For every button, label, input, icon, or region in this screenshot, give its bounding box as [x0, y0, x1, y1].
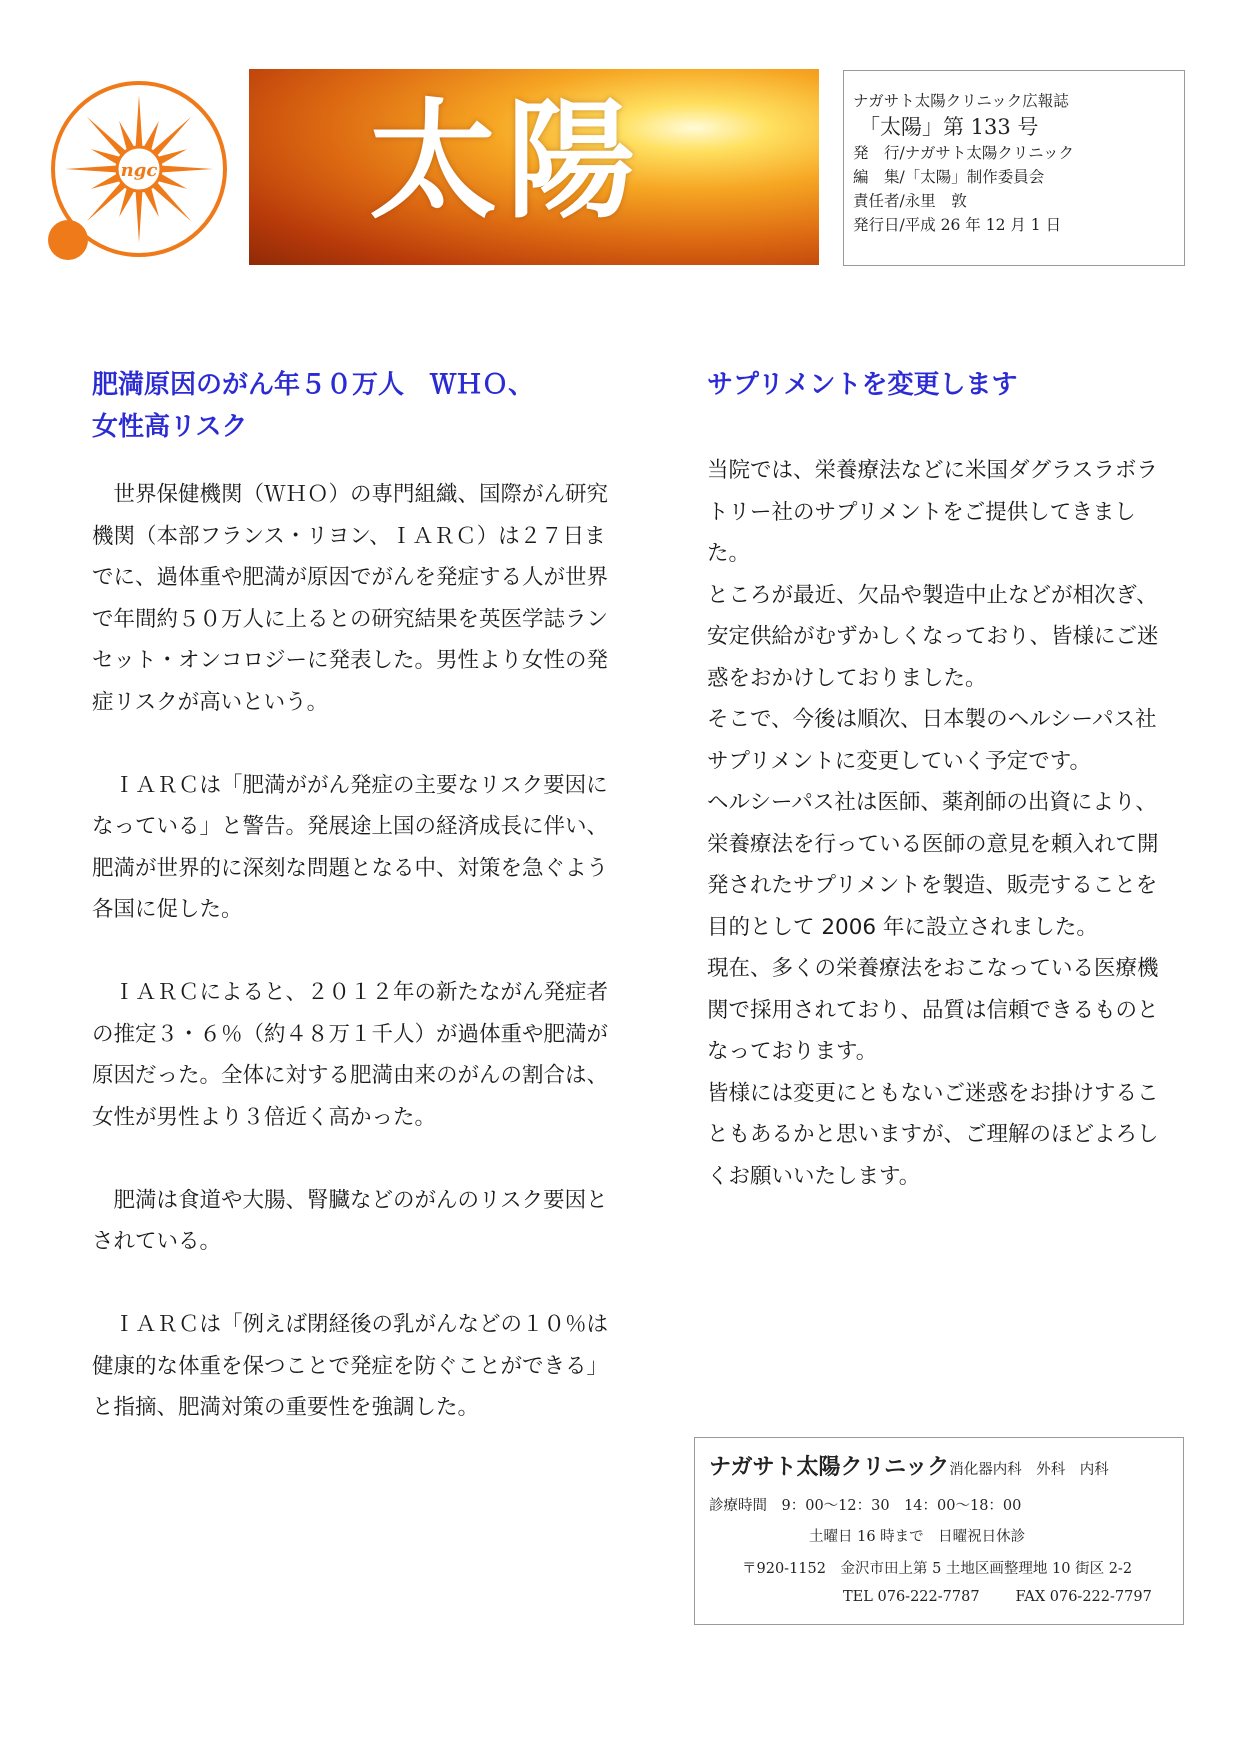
clinic-hours: 診療時間 9：00～12：30 14：00～18：00 [709, 1498, 1022, 1514]
clinic-info [694, 1437, 1184, 1625]
left-article-heading [92, 364, 632, 448]
right-article-heading: サプリメントを変更します [707, 370, 1018, 400]
heading-line-1: 肥満原因のがん年５０万人 ＷＨＯ、 [92, 370, 535, 400]
clinic-fax: FAX 076-222-7797 [1015, 1589, 1152, 1605]
responsible-person: 責任者/永里 敦 [853, 192, 967, 210]
paragraph: ＩＡＲＣによると、２０１２年の新たながん発症者の推定３・６％（約４８万１千人）が過体重や肥満が原因だった。全体に対する肥満由来のがんの割合は、女性が男性より３倍近く高かった。 [92, 980, 609, 1130]
clinic-logo [46, 76, 232, 262]
left-article-body [92, 474, 612, 1470]
clinic-name: ナガサト太陽クリニック [709, 1455, 950, 1480]
sun-ray [150, 117, 191, 158]
paragraph: ＩＡＲＣは「例えば閉経後の乳がんなどの１０％は健康的な体重を保つことで発症を防ぐことができる」と指摘、肥満対策の重要性を強調した。 [92, 1312, 609, 1420]
sun-ray [135, 95, 142, 149]
publisher: 発 行/ナガサト太陽クリニック [853, 144, 1074, 162]
heading-line-2: 女性高リスク [92, 412, 248, 442]
paragraph: 現在、多くの栄養療法をおこなっている医療機関で採用されており、品質は信頼できるものとなっております。 [707, 956, 1159, 1064]
sun-ray [87, 180, 128, 221]
sun-ray [159, 165, 213, 172]
paragraph: 皆様には変更にともないご迷惑をお掛けすることもあるかと思いますが、ご理解のほどよろしくお願いいたします。 [707, 1080, 1159, 1189]
sun-ray [65, 165, 119, 172]
paragraph: 肥満は食道や大腸、腎臓などのがんのリスク要因とされている。 [92, 1187, 608, 1254]
clinic-holidays: 土曜日 16 時まで 日曜祝日休診 [809, 1529, 1026, 1545]
paragraph: ＩＡＲＣは「肥満ががん発症の主要なリスク要因になっている」と警告。発展途上国の経済成長に伴い、肥満が世界的に深刻な問題となる中、対策を急ぐよう各国に促した。 [92, 772, 609, 922]
logo-dot [48, 220, 88, 260]
clinic-departments: 消化器内科 外科 内科 [949, 1462, 1109, 1478]
issue-date: 発行日/平成 26 年 12 月 1 日 [853, 216, 1062, 234]
logo-text: ngc [120, 160, 158, 181]
publication-info [843, 70, 1185, 266]
clinic-address: 〒920-1152 金沢市田上第 5 土地区画整理地 10 街区 2-2 [742, 1561, 1133, 1577]
banner-title: 太陽 [369, 86, 646, 236]
paragraph: ヘルシーパス社は医師、薬剤師の出資により、栄養療法を行っている医師の意見を頼入れて開発されたサプリメントを製造、販売することを目的として 2006 年に設立されました。 [707, 790, 1159, 940]
editor: 編 集/「太陽」制作委員会 [853, 168, 1045, 186]
banner [249, 69, 819, 265]
sun-ray [87, 117, 128, 158]
magazine-name: ナガサト太陽クリニック広報誌 [853, 92, 1069, 110]
right-article-body [707, 450, 1177, 1197]
paragraph: 世界保健機関（ＷＨＯ）の専門組織、国際がん研究機関（本部フランス・リヨン、ＩＡＲＣ）は２７日までに、過体重や肥満が原因でがんを発症する人が世界で年間約５０万人に上るとの研究結果を英医学誌ランセット・オンコロジーに発表した。男性より女性の発症リスクが高いという。 [92, 482, 609, 715]
sun-ray [150, 180, 191, 221]
paragraph: ところが最近、欠品や製造中止などが相次ぎ、安定供給がむずかしくなっており、皆様にご迷惑をおかけしておりました。 [707, 582, 1159, 691]
paragraph: 当院では、栄養療法などに米国ダグラスラボラトリー社のサプリメントをご提供してきました。 [707, 458, 1158, 566]
issue-number: 「太陽」第 133 号 [859, 115, 1039, 139]
clinic-tel: TEL 076-222-7787 [843, 1589, 980, 1605]
sun-ray [135, 189, 142, 243]
paragraph: そこで、今後は順次、日本製のヘルシーパス社サプリメントに変更していく予定です。 [707, 707, 1157, 774]
